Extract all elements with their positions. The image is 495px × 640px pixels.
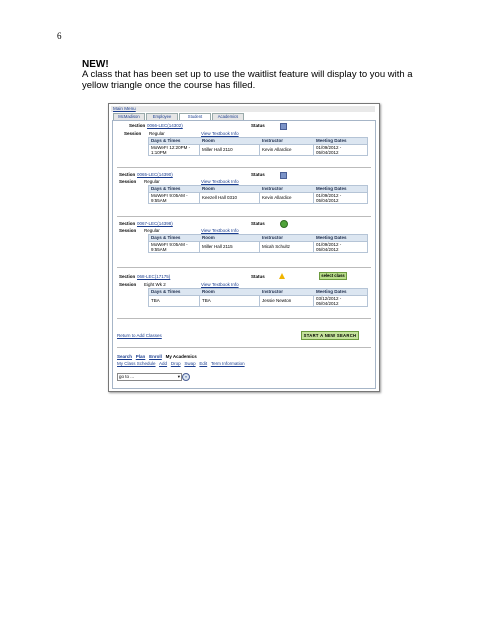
cell-dates: 03/12/2012 - 05/04/2012 — [316, 296, 342, 307]
session-label: Session — [119, 179, 137, 184]
intro-paragraph: A class that has been set up to use the waitlist feature will display to you with a yellow triangle once the course has filled. — [82, 69, 413, 91]
session-value: Regular — [144, 228, 160, 233]
cell-instructor: Jessie Newton — [262, 298, 292, 303]
goto-button[interactable]: » — [182, 373, 190, 381]
nav-link-edit[interactable]: Edit — [199, 361, 208, 366]
goto-select[interactable] — [117, 373, 182, 381]
footer-divider — [117, 347, 371, 348]
header-days: Days & Times — [151, 186, 181, 191]
embedded-screenshot — [108, 103, 380, 392]
new-heading: NEW! — [82, 59, 109, 70]
section-label: Section — [119, 172, 136, 177]
header-room: Room — [202, 235, 215, 240]
waitlist-triangle-icon — [279, 273, 285, 279]
session-label: Session — [119, 282, 137, 287]
section-code-link[interactable]: 068-LEC(17175) — [137, 274, 171, 279]
table-row — [148, 241, 368, 253]
textbook-link[interactable]: View Textbook Info — [201, 282, 239, 287]
session-value: Regular — [149, 131, 165, 136]
session-label: Session — [124, 131, 142, 136]
header-instructor: Instructor — [262, 289, 284, 294]
tab-student[interactable]: Student — [179, 113, 211, 120]
status-label: Status — [251, 221, 265, 226]
status-label: Status — [251, 172, 265, 177]
cell-days: TBA — [151, 298, 160, 303]
nav-link-drop[interactable]: Drop — [170, 361, 181, 366]
section-divider — [117, 267, 371, 268]
header-instructor: Instructor — [262, 235, 284, 240]
select-class-button[interactable]: select class — [319, 272, 347, 280]
status-label: Status — [251, 274, 265, 279]
nav-link-term-information[interactable]: Term Information — [210, 361, 245, 366]
nav-links-secondary — [117, 361, 245, 366]
header-dates: Meeting Dates — [316, 235, 347, 240]
header-room: Room — [202, 186, 215, 191]
nav-links-primary — [117, 354, 197, 359]
cell-room: Keezell Hall 0310 — [202, 195, 238, 200]
header-dates: Meeting Dates — [316, 138, 347, 143]
tab-academics[interactable]: Academics — [212, 113, 244, 120]
header-room: Room — [202, 289, 215, 294]
main-menu-bar — [111, 106, 375, 112]
cell-instructor: Kevin Allardice — [262, 147, 292, 152]
section-code-link[interactable]: 0066-LEC(14302) — [147, 123, 183, 128]
nav-link-add[interactable]: Add — [159, 361, 168, 366]
header-instructor: Instructor — [262, 186, 284, 191]
table-row — [148, 192, 368, 204]
nav-link-swap[interactable]: Swap — [184, 361, 196, 366]
cell-instructor: Kevin Allardice — [262, 195, 292, 200]
section-label: Section — [129, 123, 146, 128]
nav-link-my-class-schedule[interactable]: My Class Schedule — [117, 361, 156, 366]
header-days: Days & Times — [151, 138, 181, 143]
cell-room: Miller Hall 2110 — [202, 147, 233, 152]
header-dates: Meeting Dates — [316, 186, 347, 191]
section-block — [113, 219, 375, 265]
start-new-search-button[interactable]: START A NEW SEARCH — [301, 331, 359, 340]
table-row — [148, 295, 368, 307]
class-search-results — [112, 120, 376, 389]
cell-dates: 01/09/2012 - 05/04/2012 — [316, 242, 342, 253]
cell-dates: 01/09/2012 - 05/04/2012 — [316, 193, 342, 204]
nav-link-enroll[interactable]: Enroll — [149, 354, 162, 359]
return-to-add-classes-link[interactable]: Return to Add Classes — [117, 333, 162, 338]
cell-room: Miller Hall 2115 — [202, 244, 233, 249]
session-value: Regular — [144, 179, 160, 184]
tab-mcmadison[interactable]: McMadison — [113, 113, 145, 120]
textbook-link[interactable]: View Textbook Info — [201, 228, 239, 233]
textbook-link[interactable]: View Textbook Info — [201, 179, 239, 184]
section-label: Section — [119, 221, 136, 226]
table-row — [148, 144, 368, 156]
section-block — [113, 170, 375, 216]
status-label: Status — [251, 123, 265, 128]
nav-link-my-academics[interactable]: My Academics — [165, 354, 197, 359]
cell-instructor: Micah Schultz — [262, 244, 291, 249]
closed-status-icon — [280, 220, 288, 228]
session-value: Eight Wk 2 — [144, 282, 166, 287]
cell-days: MoWeFr 12:20PM - 1:10PM — [151, 145, 191, 156]
chevron-down-icon: ▾ — [177, 374, 180, 379]
open-status-icon — [280, 123, 287, 130]
section-code-link[interactable]: 0065-LEC(14390) — [137, 172, 173, 177]
header-instructor: Instructor — [262, 138, 284, 143]
cell-days: MoWeFr 9:05AM - 9:55AM — [151, 193, 188, 204]
nav-link-plan[interactable]: Plan — [135, 354, 146, 359]
tab-employee[interactable]: Employee — [146, 113, 178, 120]
nav-link-search[interactable]: Search — [117, 354, 133, 359]
section-divider — [117, 216, 371, 217]
textbook-link[interactable]: View Textbook Info — [201, 131, 239, 136]
main-menu-link[interactable]: Main Menu — [113, 106, 136, 111]
section-code-link[interactable]: 0067-LEC(14398) — [137, 221, 173, 226]
session-label: Session — [119, 228, 137, 233]
section-label: Section — [119, 274, 136, 279]
open-status-icon — [280, 172, 287, 179]
header-days: Days & Times — [151, 235, 181, 240]
cell-days: MoWeFr 9:05AM - 9:55AM — [151, 242, 188, 253]
cell-room: TBA — [202, 298, 211, 303]
section-block — [113, 272, 375, 320]
header-room: Room — [202, 138, 215, 143]
page-number: 6 — [57, 31, 62, 41]
section-divider — [117, 318, 371, 319]
section-divider — [117, 167, 371, 168]
goto-select-value: go to ... — [119, 374, 135, 379]
header-days: Days & Times — [151, 289, 181, 294]
cell-dates: 01/09/2012 - 05/04/2012 — [316, 145, 342, 156]
header-dates: Meeting Dates — [316, 289, 347, 294]
